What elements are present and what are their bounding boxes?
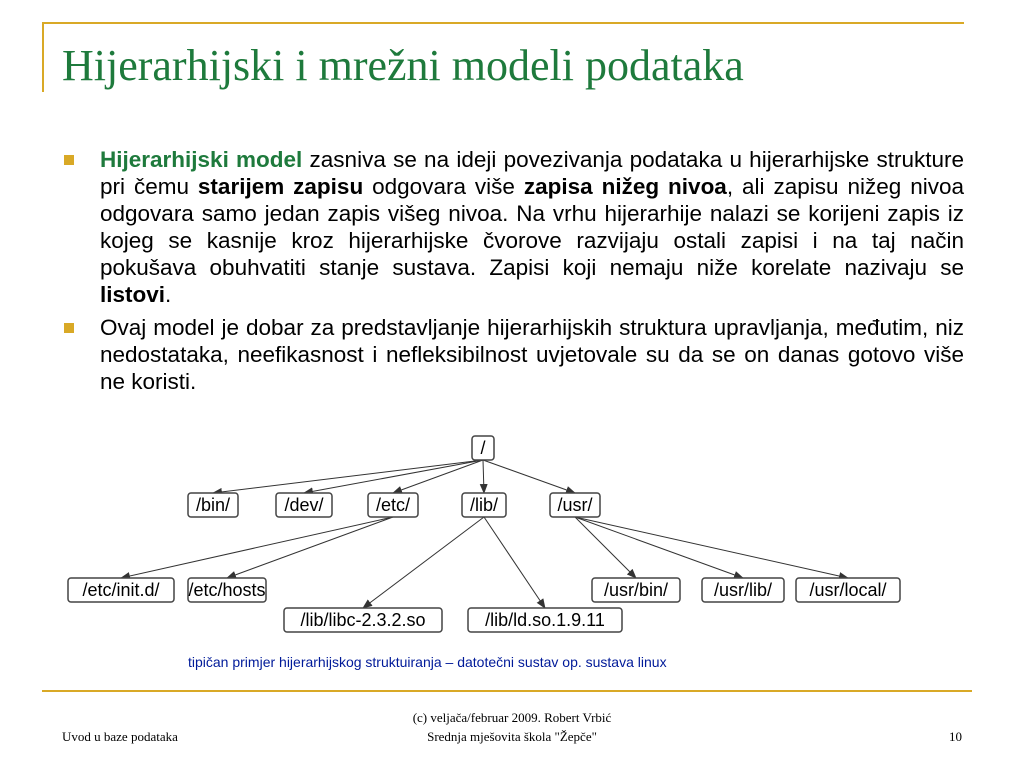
footer-divider xyxy=(42,690,972,692)
node-label: /lib/libc-2.3.2.so xyxy=(300,610,426,630)
bullet-2-segment: Ovaj model je dobar za predstavljanje hijerarhijskih struktura upravljanja, međutim, niz nedostataka, neefikasnost i nefleksibilnost uvjetovale su da se on danas gotovo više ne koristi. xyxy=(100,315,964,394)
hierarchy-diagram xyxy=(0,430,1024,642)
node-label: /usr/lib/ xyxy=(713,580,773,600)
node-label: /bin/ xyxy=(195,495,231,515)
edge-etc-to-etc-hosts xyxy=(227,517,393,578)
bullet-1-segment: Hijerarhijski model xyxy=(100,147,303,172)
slide-title: Hijerarhijski i mrežni modeli podataka xyxy=(62,41,744,90)
footer-credits xyxy=(0,708,1024,746)
node-dev xyxy=(276,493,332,517)
footer-course: Uvod u baze podataka xyxy=(62,729,178,744)
edge-root-to-etc xyxy=(393,460,483,493)
node-label: /lib/ xyxy=(469,495,499,515)
node-label: /etc/ xyxy=(375,495,411,515)
bullet-1-segment: zapisa nižeg nivoa xyxy=(523,174,727,199)
node-label: /lib/ld.so.1.9.11 xyxy=(485,610,605,630)
diagram-caption: tipičan primjer hijerarhijskog struktuiranja – datotečni sustav op. sustava linux xyxy=(188,654,667,670)
edge-usr-to-usr-local xyxy=(575,517,848,578)
node-usr xyxy=(550,493,600,517)
footer-credits-line1: (c) veljača/februar 2009. Robert Vrbić xyxy=(412,710,612,725)
node-root xyxy=(472,436,494,460)
edge-root-to-bin xyxy=(213,460,483,493)
bullet-1-segment: listovi xyxy=(100,282,166,307)
node-label: /dev/ xyxy=(284,495,324,515)
node-label: / xyxy=(480,438,486,458)
node-etc xyxy=(368,493,418,517)
edge-etc-to-etc-init xyxy=(121,517,393,578)
edge-lib-to-lib-libc xyxy=(363,517,484,608)
node-usr-local xyxy=(796,578,900,602)
node-label: /usr/bin/ xyxy=(603,580,669,600)
bullet-1-segment: odgovara više xyxy=(363,174,524,199)
node-etc-hosts xyxy=(188,578,266,602)
node-label: /usr/local/ xyxy=(809,580,887,600)
footer-credits-line2: Srednja mješovita škola "Žepče" xyxy=(427,729,597,744)
node-usr-bin xyxy=(592,578,680,602)
node-label: /etc/hosts xyxy=(188,580,266,600)
title-frame-left xyxy=(42,22,44,92)
edge-usr-to-usr-lib xyxy=(575,517,743,578)
bullet-square-icon xyxy=(64,323,74,333)
bullet-square-icon xyxy=(64,155,74,165)
edge-root-to-dev xyxy=(304,460,483,493)
bullet-1-segment: . xyxy=(165,282,172,307)
bullet-1-segment: zasniva se na ideji povezivanja podataka u hijerarhijske strukture pri čemu xyxy=(100,147,964,199)
bullet-1-segment: starijem zapisu xyxy=(197,174,364,199)
node-etc-init xyxy=(68,578,174,602)
node-bin xyxy=(188,493,238,517)
bullet-list xyxy=(62,146,964,401)
bullet-1 xyxy=(62,146,964,308)
node-label: /etc/init.d/ xyxy=(82,580,160,600)
page-number: 10 xyxy=(949,729,962,744)
bullet-2 xyxy=(62,314,964,395)
node-label: /usr/ xyxy=(557,495,593,515)
edge-usr-to-usr-bin xyxy=(575,517,636,578)
node-lib-ld xyxy=(468,608,622,632)
node-lib-libc xyxy=(284,608,442,632)
title-frame-top xyxy=(42,22,964,24)
bullet-1-segment: , ali zapisu nižeg nivoa odgovara samo jedan zapis višeg nivoa. Na vrhu hijerarhije nalazi se korijeni zapis iz kojeg se kasnije kroz hijerarhijske čvorove razvijaju ostali zapisi i na taj način pokušava obuhvatiti stanje sustava. Zapisi koji nemaju niže korelate nazivaju se xyxy=(100,174,964,280)
edge-lib-to-lib-ld xyxy=(484,517,545,608)
edge-root-to-lib xyxy=(483,460,484,493)
node-lib xyxy=(462,493,506,517)
edge-root-to-usr xyxy=(483,460,575,493)
node-usr-lib xyxy=(702,578,784,602)
